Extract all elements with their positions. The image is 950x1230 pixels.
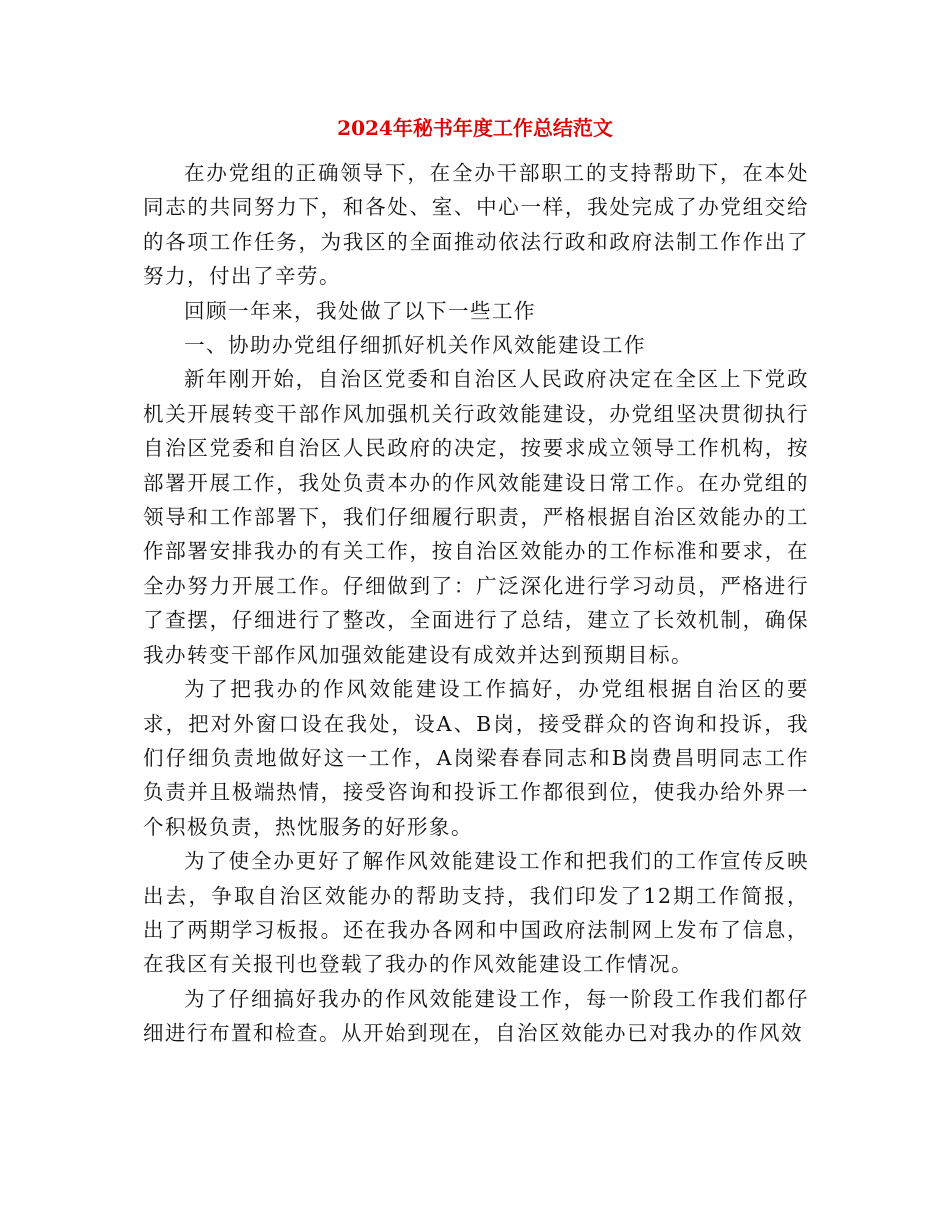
- document-title: 2024年秘书年度工作总结范文: [337, 116, 613, 140]
- document-body: [143, 156, 809, 1051]
- paragraph-review: 回顾一年来，我处做了以下一些工作: [184, 298, 536, 323]
- paragraph-new-year: 新年刚开始，自治区党委和自治区人民政府决定在全区上下党政机关开展转变干部作风加强机关行政效能建设，办党组坚决贯彻执行自治区党委和自治区人民政府的决定，按要求成立领导工作机构，按部署开展工作，我处负责本办的作风效能建设日常工作。在办党组的领导和工作部署下，我们仔细履行职责，严格根据自治区效能办的工作部署安排我办的有关工作，按自治区效能办的工作标准和要求，在全办努力开展工作。仔细做到了：广泛深化进行学习动员，严格进行了查摆，仔细进行了整改，全面进行了总结，建立了长效机制，确保我办转变干部作风加强效能建设有成效并达到预期目标。: [143, 367, 809, 667]
- paragraph-intro: 在办党组的正确领导下，在全办干部职工的支持帮助下，在本处同志的共同努力下，和各处、室、中心一样，我处完成了办党组交给的各项工作任务，为我区的全面推动依法行政和政府法制工作作出了努力，付出了辛劳。: [143, 161, 809, 289]
- paragraph-inspection: 为了仔细搞好我办的作风效能建设工作，每一阶段工作我们都仔细进行布置和检查。从开始到现在，自治区效能办已对我办的作风效: [143, 986, 809, 1046]
- paragraph-publicity: 为了使全办更好了解作风效能建设工作和把我们的工作宣传反映出去，争取自治区效能办的帮助支持，我们印发了12期工作简报，出了两期学习板报。还在我办各网和中国政府法制网上发布了信息，在我区有关报刊也登载了我办的作风效能建设工作情况。: [143, 849, 809, 977]
- section-heading-1: 一、协助办党组仔细抓好机关作风效能建设工作: [184, 333, 646, 358]
- paragraph-window: 为了把我办的作风效能建设工作搞好，办党组根据自治区的要求，把对外窗口设在我处，设A、B岗，接受群众的咨询和投诉，我们仔细负责地做好这一工作，A岗梁春春同志和B岗费昌明同志工作负责并且极端热情，接受咨询和投诉工作都很到位，使我办给外界一个积极负责，热忱服务的好形象。: [143, 677, 809, 839]
